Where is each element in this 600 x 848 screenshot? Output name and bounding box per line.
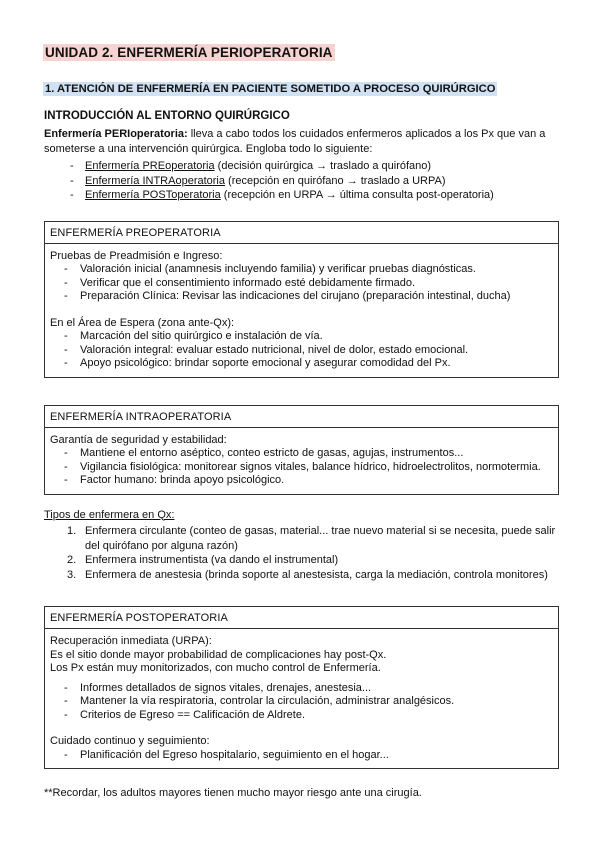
list-item: - Valoración integral: evaluar estado nutricional, nivel de dolor, estado emocional. <box>50 344 553 358</box>
post-line: Recuperación inmediata (URPA): <box>50 635 212 647</box>
intro-item-label: Enfermería PREoperatoria <box>85 160 215 172</box>
preoperative-body <box>45 244 558 377</box>
group-title: Pruebas de Preadmisión e Ingreso: <box>50 249 223 262</box>
item-number: 2. <box>67 554 77 566</box>
list-item: - Mantener la vía respiratoria, controlar la circulación, administrar analgésicos. <box>50 695 553 709</box>
list-item <box>44 524 559 553</box>
recovery-list <box>50 682 553 723</box>
list-item: - Vigilancia fisiológica: monitorear signos vitales, balance hídrico, hidroelectrolitos, normotermia. <box>50 461 553 475</box>
followup-list <box>50 749 553 763</box>
intro-term: Enfermería PERIoperatoria: <box>44 128 188 140</box>
list-item: - Preparación Clínica: Revisar las indicaciones del cirujano (preparación intestinal, ducha) <box>50 290 553 304</box>
list-item <box>44 568 559 583</box>
waiting-area-list <box>50 330 553 371</box>
list-item: - Criterios de Egreso == Calificación de Aldrete. <box>50 709 553 723</box>
postoperative-header: ENFERMERÍA POSTOPERATORIA <box>45 607 558 629</box>
intro-heading: INTRODUCCIÓN AL ENTORNO QUIRÚRGICO <box>44 110 290 122</box>
preoperative-header: ENFERMERÍA PREOPERATORIA <box>45 222 558 244</box>
intro-list <box>44 159 559 203</box>
list-item: - Apoyo psicológico: brindar soporte emocional y asegurar comodidad del Px. <box>50 357 553 371</box>
section-title: 1. ATENCIÓN DE ENFERMERÍA EN PACIENTE SOMETIDO A PROCESO QUIRÚRGICO <box>45 83 496 95</box>
list-item <box>44 159 559 174</box>
nurse-types-heading: Tipos de enfermera en Qx: <box>44 508 175 521</box>
item-text: Enfermera circulante (conteo de gasas, material... trae nuevo material si se necesita, puede salir del quirófano por alguna razón) <box>85 525 556 552</box>
intro-item-desc: (decisión quirúrgica → traslado a quirófano) <box>214 160 432 172</box>
safety-list <box>50 447 553 488</box>
nurse-types-list <box>44 524 559 582</box>
group-title: Cuidado continuo y seguimiento: <box>50 735 210 747</box>
intro-item-label: Enfermería POSToperatoria <box>85 189 221 201</box>
preadmission-list <box>50 263 553 304</box>
list-item <box>44 174 559 189</box>
intro-item-label: Enfermería INTRAoperatoria <box>85 174 225 187</box>
list-item: - Valoración inicial (anamnesis incluyendo familia) y verificar pruebas diagnósticas. <box>50 263 553 277</box>
item-text: Enfermera de anestesia (brinda soporte al anestesista, carga la mediación, controla monitores) <box>85 568 548 581</box>
nurse-types <box>44 508 559 583</box>
list-item: - Mantiene el entorno aséptico, conteo estricto de gasas, agujas, instrumentos... <box>50 447 553 461</box>
intraoperative-header: ENFERMERÍA INTRAOPERATORIA <box>45 406 558 428</box>
list-item: - Planificación del Egreso hospitalario, seguimiento en el hogar... <box>50 749 553 763</box>
item-number: 1. <box>67 525 77 537</box>
post-line: Los Px están muy monitorizados, con mucho control de Enfermería. <box>50 662 381 674</box>
postoperative-body <box>45 629 558 768</box>
intraoperative-body <box>45 428 558 494</box>
reminder-note: **Recordar, los adultos mayores tienen mucho mayor riesgo ante una cirugía. <box>44 787 422 799</box>
list-item: - Informes detallados de signos vitales, drenajes, anestesia... <box>50 682 553 696</box>
list-item: - Verificar que el consentimiento informado esté debidamente firmado. <box>50 277 553 291</box>
intro-item-desc: (recepción en quirófano → traslado a URPA) <box>225 174 446 187</box>
postoperative-box <box>44 606 559 769</box>
list-item: - Factor humano: brinda apoyo psicológico. <box>50 474 553 488</box>
list-item <box>44 188 559 203</box>
group-title: En el Área de Espera (zona ante-Qx): <box>50 316 235 329</box>
intraoperative-box <box>44 405 559 495</box>
preoperative-box <box>44 221 559 378</box>
item-number: 3. <box>67 568 77 581</box>
list-item: - Marcación del sitio quirúrgico e instalación de vía. <box>50 330 553 344</box>
post-line: Es el sitio donde mayor probabilidad de complicaciones hay post-Qx. <box>50 648 387 661</box>
list-item <box>44 553 559 568</box>
group-title: Garantía de seguridad y estabilidad: <box>50 433 227 446</box>
intro-text: lleva a cabo todos los cuidados enfermeros aplicados a los Px que van a someterse a una intervención quirúrgica. Engloba todo lo siguiente: <box>44 128 546 155</box>
intro-paragraph <box>44 127 559 157</box>
unit-title: UNIDAD 2. ENFERMERÍA PERIOPERATORIA <box>45 45 333 60</box>
document-page <box>44 44 559 799</box>
intro-item-desc: (recepción en URPA → última consulta post-operatoria) <box>220 189 494 201</box>
item-text: Enfermera instrumentista (va dando el instrumental) <box>85 554 339 566</box>
